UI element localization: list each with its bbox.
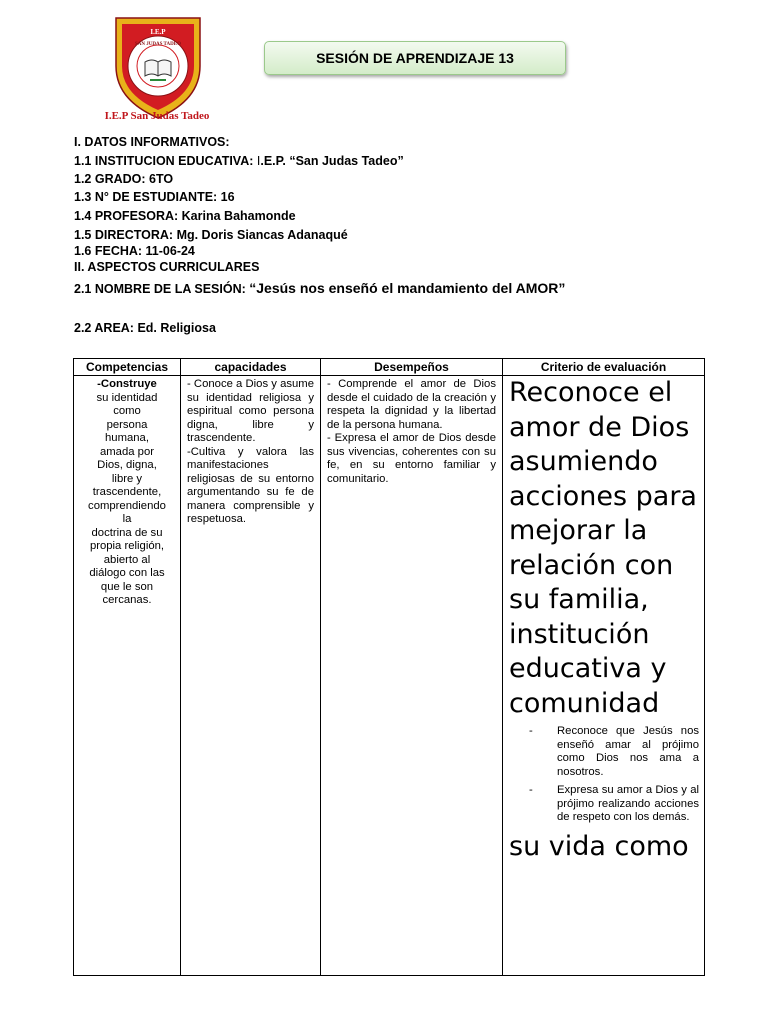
competencia-line: como (113, 405, 141, 417)
table-row (74, 376, 705, 976)
desempeno-item: - Comprende el amor de Dios desde el cuidado de la creación y respeta la dignidad y la libertad de la persona humana. (327, 378, 496, 431)
crest-top-text: I.E.P (150, 28, 166, 36)
capacidades-cell (181, 376, 321, 976)
profesora-line: 1.4 PROFESORA: Karina Bahamonde (74, 209, 296, 223)
competencia-line: abierto al (103, 553, 151, 566)
competencia-line: doctrina de su (91, 526, 163, 539)
header-criterio: Criterio de evaluación (503, 359, 705, 376)
institucion-line (74, 154, 404, 168)
competencia-line: amada por (99, 445, 154, 458)
competencia-line: diálogo con las (89, 567, 165, 579)
curriculares-heading: II. ASPECTOS CURRICULARES (74, 260, 260, 274)
competencia-line: su identidad (96, 391, 158, 404)
institucion-value: .E.P. “San Judas Tadeo” (260, 154, 404, 168)
sesion-line (74, 280, 565, 296)
criterio-list (509, 725, 699, 825)
institucion-i: I (256, 154, 261, 168)
area-line: 2.2 AREA: Ed. Religiosa (74, 321, 216, 335)
header-capacidades: capacidades (181, 359, 321, 376)
competencia-line: comprendiendo (88, 499, 166, 512)
capacidad-item: - Conoce a Dios y asume su identidad religiosa y espiritual como persona digna, libre y trascendente. (187, 378, 314, 444)
competencia-line: Dios, digna, (97, 459, 157, 471)
estudiantes-line: 1.3 N° DE ESTUDIANTE: 16 (74, 190, 235, 204)
capacidad-item: -Cultiva y valora las manifestaciones religiosas de su entorno argumentando su fe de manera comprensible y respetuosa. (187, 445, 314, 525)
competencias-cell (74, 376, 181, 976)
fecha-line: 1.6 FECHA: 11-06-24 (74, 244, 195, 258)
directora-line: 1.5 DIRECTORA: Mg. Doris Siancas Adanaqué (74, 228, 348, 242)
grado-line: 1.2 GRADO: 6TO (74, 172, 174, 186)
criterio-item (529, 725, 699, 779)
competencia-line: -Construye (97, 378, 157, 390)
institucion-label: 1.1 INSTITUCION EDUCATIVA: (74, 154, 257, 168)
desempenos-cell (321, 376, 503, 976)
header-competencias: Competencias (74, 359, 181, 376)
competencia-line: la (122, 513, 132, 525)
list-dash: - (529, 725, 533, 737)
competencia-line: humana, (105, 432, 149, 444)
competencia-line: cercanas. (102, 594, 152, 606)
datos-heading: I. DATOS INFORMATIVOS: (74, 135, 230, 149)
sesion-value: “Jesús nos enseñó el mandamiento del AMOR” (249, 280, 566, 296)
competencia-line: propia religión, (89, 540, 165, 552)
competencia-line: libre y (111, 472, 143, 485)
table-header-row (74, 359, 705, 376)
competencia-line: que le son (100, 580, 154, 593)
list-dash: - (529, 784, 533, 796)
page-title: SESIÓN DE APRENDIZAJE 13 (264, 41, 566, 75)
desempeno-item: - Expresa el amor de Dios desde sus vivencias, coherentes con su fe, en su entorno familiar y comunitario. (327, 432, 496, 485)
criterio-main-text: Reconoce el amor de Dios asumiendo acciones para mejorar la relación con su familia, institución educativa y comunidad (509, 377, 697, 719)
criterio-cell (503, 376, 705, 976)
criterio-item-text: Expresa su amor a Dios y al prójimo realizando acciones de respeto con los demás. (557, 784, 699, 823)
logo-caption: I.E.P San Judas Tadeo (104, 110, 210, 122)
competencia-line: trascendente, (92, 486, 162, 498)
crest-ring-text: SAN JUDAS TADEO (135, 42, 181, 47)
sesion-label: 2.1 NOMBRE DE LA SESIÓN: (74, 282, 250, 296)
criterio-tail-text: su vida como (509, 830, 689, 862)
curricular-table (73, 358, 705, 976)
header-desempenos: Desempeños (321, 359, 503, 376)
school-crest-logo (112, 14, 204, 120)
criterio-item (529, 784, 699, 825)
competencia-line: persona (106, 418, 148, 431)
criterio-item-text: Reconoce que Jesús nos enseñó amar al prójimo como Dios nos ama a nosotros. (557, 725, 699, 778)
